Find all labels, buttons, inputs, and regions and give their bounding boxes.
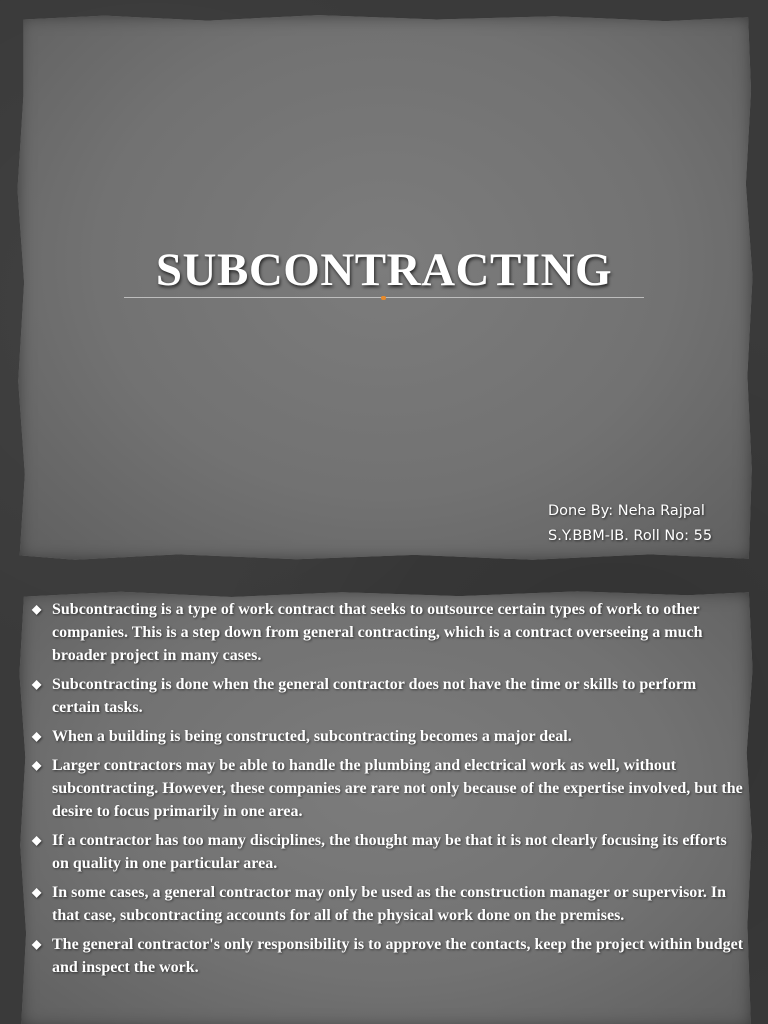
bullet-item: ◆ In some cases, a general contractor may only be used as the construction manager or supervisor. In that case, subcontracting accounts for all of the physical work done on the premises. <box>32 884 727 924</box>
bullet-item: ◆ Subcontracting is done when the general contractor does not have the time or skills to perform certain tasks. <box>32 676 697 716</box>
diamond-bullet-icon: ◆ <box>32 937 42 951</box>
author-info <box>548 499 712 549</box>
bullet-item: ◆ The general contractor's only responsibility is to approve the contacts, keep the project within budget and inspect the work. <box>32 936 744 976</box>
bullet-item: ◆ If a contractor has too many disciplines, the thought may be that it is not clearly focusing its efforts on quality in one particular area. <box>32 832 727 872</box>
diamond-bullet-icon: ◆ <box>32 758 42 772</box>
diamond-bullet-icon: ◆ <box>32 729 42 743</box>
bullet-item: ◆ Subcontracting is a type of work contract that seeks to outsource certain types of work to other companies. This is a step down from general contracting, which is a contract overseeing a much broader project in many cases. <box>32 601 703 664</box>
diamond-bullet-icon: ◆ <box>32 677 42 691</box>
diamond-bullet-icon: ◆ <box>32 885 42 899</box>
author-class-roll: S.Y.BBM-IB. Roll No: 55 <box>548 528 713 544</box>
title-accent-dot <box>381 296 386 300</box>
slide-title: SUBCONTRACTING <box>155 244 613 296</box>
content-slide <box>0 580 768 1024</box>
bullet-item: ◆ Larger contractors may be able to handle the plumbing and electrical work as well, without subcontracting. However, these companies are rare not only because of the expertise involved, but the desire to focus primarily in one area. <box>32 757 743 820</box>
author-name: Done By: Neha Rajpal <box>548 503 705 519</box>
diamond-bullet-icon: ◆ <box>32 833 42 847</box>
bullet-list <box>30 598 745 985</box>
diamond-bullet-icon: ◆ <box>32 602 42 616</box>
bullet-item: ◆ When a building is being constructed, subcontracting becomes a major deal. <box>32 728 572 745</box>
